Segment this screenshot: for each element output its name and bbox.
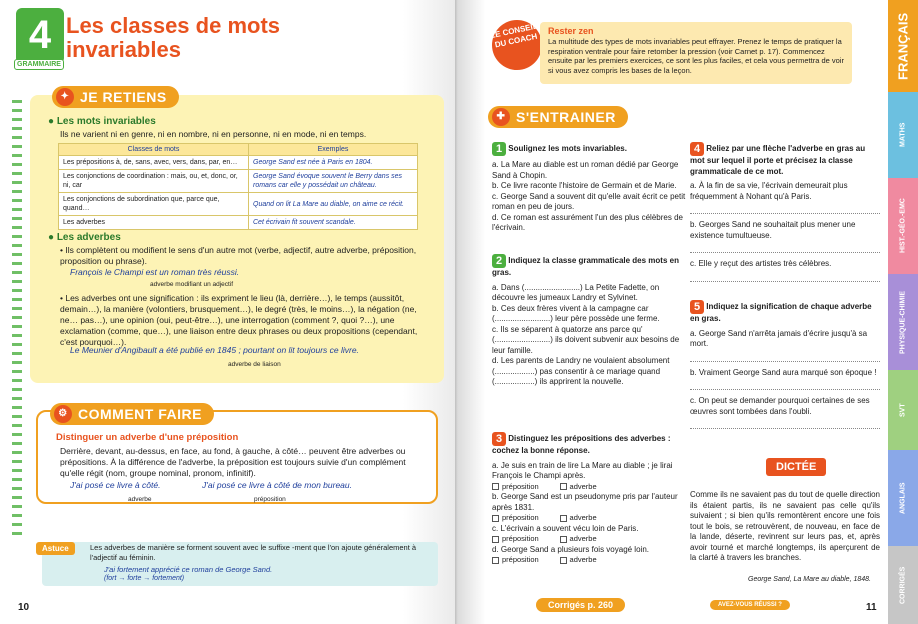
example-1: François le Champi est un roman très réussi.	[70, 267, 240, 277]
exercise-4: 4 Reliez par une flèche l'adverbe en gras au mot sur lequel il porte et précisez la classe grammaticale de ce mot. a. À la fin de sa vie, l'écrivain demeurait plus fréquemment à Nohant qu'à Paris. b. Georges Sand ne souhaitait plus mener une existence tumultueuse. c. Elle y reçut des artistes très célèbres.	[690, 142, 880, 282]
corriges-link[interactable]: Corrigés p. 260	[536, 598, 625, 612]
answer-line[interactable]	[690, 350, 880, 362]
tab-anglais[interactable]: ANGLAIS	[888, 450, 918, 546]
example-preposition-note: préposition	[254, 496, 286, 503]
sentrainer-badge: ✚ S'ENTRAINER	[488, 106, 628, 128]
comment-faire-badge: ⚙ COMMENT FAIRE	[50, 403, 214, 425]
exercise-item: c. On peut se demander pourquoi certaines de ses œuvres sont tombées dans l'oubli.	[690, 396, 870, 416]
table-row: Les conjonctions de coordination : mais, ou, et, donc, or, ni, car George Sand évoque souvent le Berry dans ses romans car elle y possédait un château.	[59, 170, 418, 193]
coach-seal: LE CONSEIL DU COACH	[487, 15, 546, 74]
section-heading-mots-invariables: ● Les mots invariables	[48, 116, 156, 127]
example-adverbe-note: adverbe	[128, 496, 152, 503]
tab-physique-chimie[interactable]: PHYSIQUE-CHIMIE	[888, 274, 918, 370]
exercise-item: b. Ce livre raconte l'histoire de Germain et de Marie.	[492, 181, 677, 190]
tools-icon: ⚙	[54, 405, 72, 423]
intro-text: Ils ne varient ni en genre, ni en nombre, ni en personne, ni en mode, ni en temps.	[60, 129, 367, 139]
example-2-note: adverbe de liaison	[228, 361, 281, 368]
classes-table	[58, 143, 418, 230]
exercise-item: c. George Sand a souvent dit qu'elle avait écrit ce petit roman en peu de jours.	[492, 191, 686, 211]
checkbox-adverbe[interactable]	[560, 515, 567, 522]
checkbox-adverbe[interactable]	[560, 483, 567, 490]
answer-line[interactable]	[690, 241, 880, 253]
exercise-item: c. Elle y reçut des artistes très célèbres.	[690, 259, 832, 268]
dictee-source: George Sand, La Mare au diable, 1848.	[748, 576, 871, 583]
table-header: Exemples	[249, 144, 418, 156]
table-header: Classes de mots	[59, 144, 249, 156]
answer-line[interactable]	[690, 270, 880, 282]
zen-text: La multitude des types de mots invariables peut effrayer. Prenez le temps de pratiquer la respiration ventrale pour faire retomber la pression (voir Carnet p. 17). Commencez ensuite par les premiers exercices, ce sont les plus faciles, et cela vous permettra de voir si vous avez compris les bases de la leçon.	[548, 37, 844, 75]
page-number-right: 11	[866, 602, 877, 613]
exercise-item: b. Vraiment George Sand aura marqué son époque !	[690, 367, 877, 377]
exercise-2: 2 Indiquez la classe grammaticale des mots en gras. a. Dans (.........................) La Petite Fadette, on découvre les jumeaux Landry et Sylvinet. b. Ces deux frères vivent à la campagne car (.........................) leur père possède une ferme. c. Ils se séparent à quatorze ans parce qu' (.........................) ils doivent subvenir aux besoins de leur famille. d. Les parents de Landry ne voulaient absolument (..................) pas consentir à ce mariage quand (..................) ils apprirent la nouvelle.	[492, 254, 690, 388]
astuce-text: Les adverbes de manière se forment souvent avec le suffixe -ment que l'on ajoute généralement à l'adjectif au féminin.	[90, 543, 417, 562]
exercise-item: a. George Sand n'arrêta jamais d'écrire jusqu'à sa mort.	[690, 328, 868, 348]
chapter-number: 4	[16, 8, 64, 64]
astuce-example: J'ai fortement apprécié ce roman de George Sand.	[104, 565, 273, 574]
exercise-item: d. Ce roman est assurément l'un des plus célèbres de l'écrivain.	[492, 212, 683, 232]
comment-faire-text: Derrière, devant, au-dessus, en face, au fond, à gauche, à côté… peuvent être adverbes ou prépositions. À la différence de l'adverbe, la préposition est toujours suivie d'un complément qu'elle régit (nom, groupe nominal, pronom, infinitif).	[60, 446, 406, 478]
exercise-item: b. George Sand est un pseudonyme pris par l'auteur après 1831.	[492, 492, 678, 512]
tab-svt[interactable]: SVT	[888, 370, 918, 450]
comment-faire-heading: Distinguer un adverbe d'une préposition	[56, 432, 239, 443]
answer-line[interactable]	[690, 202, 880, 214]
example-adverbe: J'ai posé ce livre à côté.	[70, 480, 161, 490]
left-page	[0, 0, 458, 624]
exercise-item: b. Georges Sand ne souhaitait plus mener une existence tumultueuse.	[690, 220, 856, 240]
exercise-3: 3 Distinguez les prépositions des adverbes : cochez la bonne réponse. a. Je suis en train de lire La Mare au diable ; je lirai François le Champi après. préposition adverbe b. George Sand est un pseudonyme pris par l'auteur après 1831. préposition adverbe c. L'écrivain a souvent vécu loin de Paris. préposition adverbe d. George Sand a plusieurs fois voyagé loin. préposition adverbe	[492, 432, 690, 566]
subject-tabs	[888, 0, 918, 624]
dictee-badge: DICTÉE	[766, 458, 826, 476]
exercise-item: a. Je suis en train de lire La Mare au diable ; je lirai François le Champi après.	[492, 460, 673, 480]
exercise-item[interactable]: b. Ces deux frères vivent à la campagne car (.........................) leur père possède une ferme.	[492, 303, 660, 323]
example-2: Le Meunier d'Angibault a été publié en 1845 ; pourtant on lit toujours ce livre.	[70, 345, 359, 355]
table-row: Les prépositions à, de, sans, avec, vers, dans, par, en… George Sand est née à Paris en 1804.	[59, 156, 418, 170]
checkbox-preposition[interactable]	[492, 557, 499, 564]
exercise-item: d. George Sand a plusieurs fois voyagé loin.	[492, 544, 649, 554]
exercise-item[interactable]: d. Les parents de Landry ne voulaient absolument (..................) pas consentir à ce mariage quand (..................) ils apprirent la nouvelle.	[492, 356, 670, 386]
tab-hist-geo[interactable]: HIST.-GÉO.-EMC	[888, 178, 918, 274]
exercise-item[interactable]: a. Dans (.........................) La Petite Fadette, on découvre les jumeaux Landry et Sylvinet.	[492, 282, 660, 302]
table-row: Les adverbes Cet écrivain fit souvent scandale.	[59, 216, 418, 230]
astuce-example-2: (fort → forte → fortement)	[104, 575, 185, 582]
exercise-1: 1 Soulignez les mots invariables. a. La Mare au diable est un roman dédié par George Sand à Chopin. b. Ce livre raconte l'histoire de Germain et de Marie. c. George Sand a souvent dit qu'elle avait écrit ce petit roman en peu de jours. d. Ce roman est assurément l'un des plus célèbres de l'écrivain.	[492, 142, 690, 234]
page-number-left: 10	[18, 602, 30, 613]
astuce-label: Astuce	[36, 542, 75, 555]
example-preposition: J'ai posé ce livre à côté de mon bureau.	[202, 480, 352, 490]
bulb-icon: ✦	[56, 88, 74, 106]
adverbes-p1: • Ils complètent ou modifient le sens d'un autre mot (verbe, adjectif, autre adverbe, préposition, proposition ou phrase).	[60, 245, 417, 266]
checkbox-preposition[interactable]	[492, 536, 499, 543]
avez-vous-reussi: AVEZ-VOUS RÉUSSI ?	[710, 600, 790, 610]
example-1-note: adverbe modifiant un adjectif	[150, 281, 234, 288]
chapter-tag: GRAMMAIRE	[14, 59, 64, 70]
je-retiens-badge: ✦ JE RETIENS	[52, 86, 179, 108]
zen-title: Rester zen	[548, 26, 594, 36]
exercise-5: 5 Indiquez la signification de chaque adverbe en gras. a. George Sand n'arrêta jamais d'écrire jusqu'à sa mort. b. Vraiment George Sand aura marqué son époque ! c. On peut se demander pourquoi certaines de ses œuvres sont tombées dans l'oubli.	[690, 300, 880, 429]
checkbox-preposition[interactable]	[492, 483, 499, 490]
dumbbell-icon: ✚	[492, 108, 510, 126]
tab-maths[interactable]: MATHS	[888, 92, 918, 178]
checkbox-preposition[interactable]	[492, 515, 499, 522]
checkbox-adverbe[interactable]	[560, 557, 567, 564]
tab-francais[interactable]: FRANÇAIS	[888, 0, 918, 92]
spiral-decoration	[12, 100, 22, 540]
exercise-item: a. La Mare au diable est un roman dédié par George Sand à Chopin.	[492, 160, 679, 180]
answer-line[interactable]	[690, 378, 880, 390]
checkbox-adverbe[interactable]	[560, 536, 567, 543]
exercise-item: c. L'écrivain a souvent vécu loin de Paris.	[492, 523, 639, 533]
chapter-title: Les classes de mots invariables	[66, 13, 281, 62]
answer-line[interactable]	[690, 417, 880, 429]
adverbes-p2: • Les adverbes ont une signification : ils expriment le lieu (là, derrière…), le temps (aussitôt, demain…), la manière (volontiers, brusquement…), le degré (très, le moins…), la négation (ne, ne… pas…), une opinion (oui, peut-être…), une interrogation (comment ?, quoi ?…), une exclamation (comme, que…), une liaison entre deux phrases ou deux propositions (cependant, c'est pourquoi…).	[60, 293, 418, 347]
right-page	[458, 0, 918, 624]
dictee-text: Comme ils ne savaient pas du tout de quelle direction ils étaient partis, ils ne savaient pas celle qu'ils suivaient ; si bien qu'ils remontèrent encore une fois tout le bois, se retrouvèrent, de nouveau, en face de la lande, déserte, revinrent sur leurs pas, et, après avoir tourné et marché longtemps, ils aperçurent de la clarté à travers les branches.	[690, 490, 880, 562]
tab-corriges[interactable]: CORRIGÉS	[888, 546, 918, 624]
table-row: Les conjonctions de subordination que, parce que, quand… Quand on lit La Mare au diable, on aime ce récit.	[59, 193, 418, 216]
exercise-item: a. À la fin de sa vie, l'écrivain demeurait plus fréquemment à Nohant qu'à Paris.	[690, 181, 848, 201]
exercise-item[interactable]: c. Ils se séparent à quatorze ans parce qu' (.........................) ils doivent subvenir aux besoins de leur famille.	[492, 324, 680, 355]
section-heading-adverbes: ● Les adverbes	[48, 232, 121, 243]
